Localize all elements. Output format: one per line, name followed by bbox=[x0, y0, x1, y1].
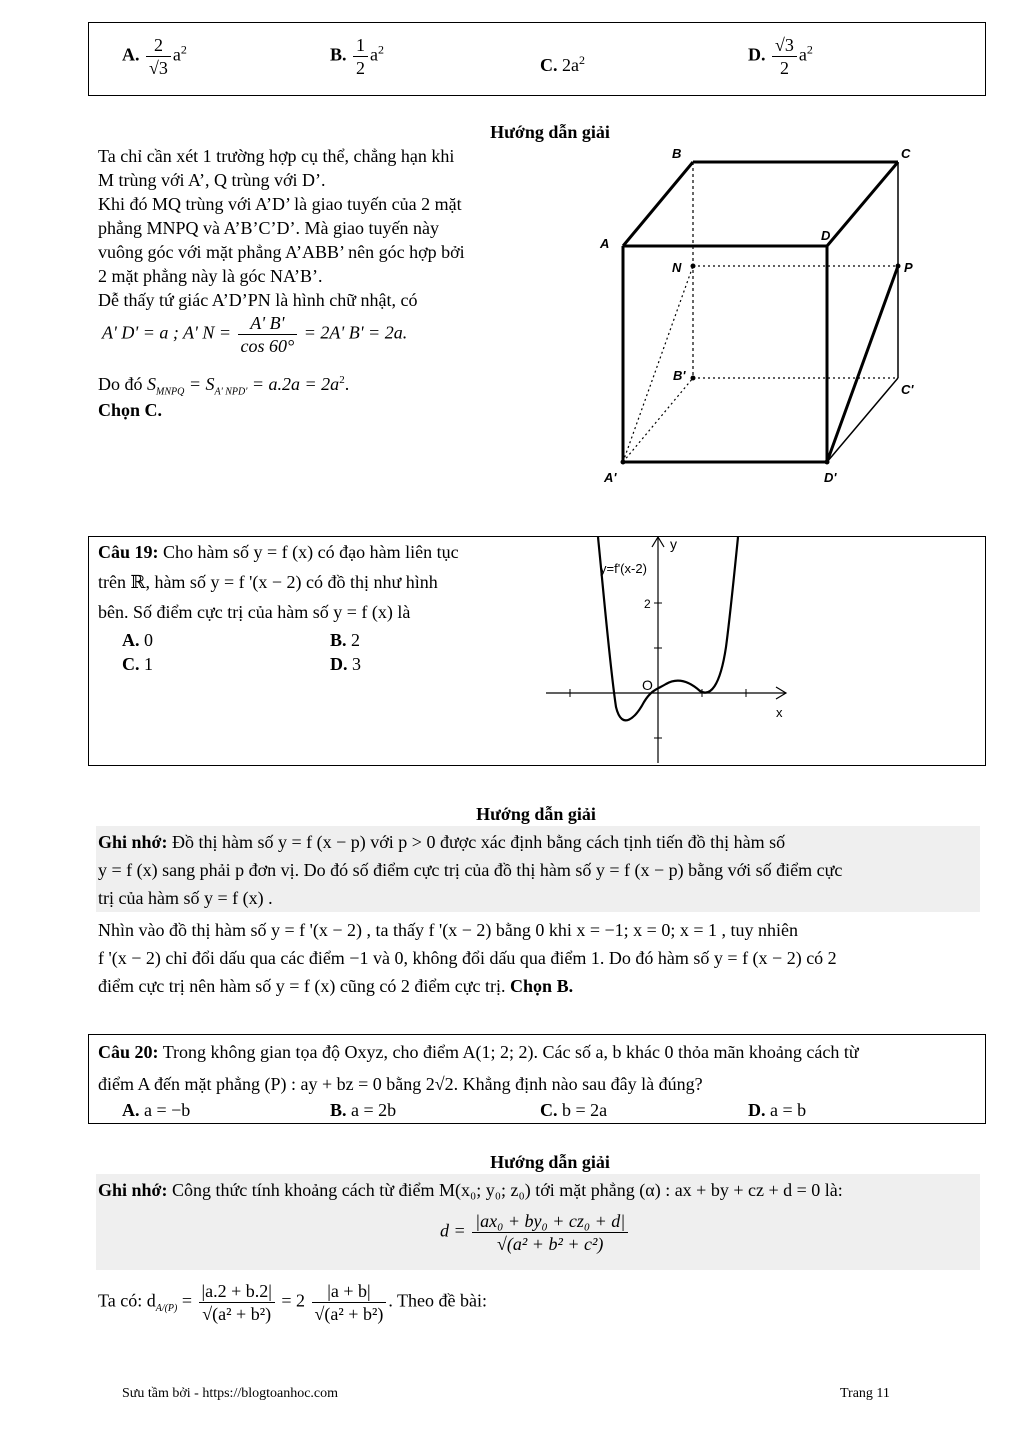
sol19-note1 bbox=[98, 830, 785, 854]
formula1-num: A' B' bbox=[238, 312, 298, 335]
sol19-body3 bbox=[98, 974, 573, 998]
sol20-formula bbox=[440, 1210, 630, 1255]
sol20-frac2 bbox=[312, 1280, 387, 1325]
sol18-line4: phẳng MNPQ và A’B’C’D’. Mà giao tuyến này bbox=[98, 218, 439, 238]
edge-a1-b1 bbox=[623, 378, 693, 462]
cube-label-c: C bbox=[901, 146, 911, 161]
option-a-label: A. bbox=[122, 44, 140, 65]
cube-label-b: B bbox=[672, 146, 682, 161]
q19-b-label: B. bbox=[330, 630, 347, 650]
cube-label-b1: B' bbox=[673, 368, 686, 383]
q19-d-val: 3 bbox=[347, 654, 361, 674]
sol18-line2: M trùng với A’, Q trùng với D’. bbox=[98, 170, 326, 190]
sol19-note2: y = f (x) sang phải p đơn vị. Do đó số điểm cực trị của đồ thị hàm số y = f (x − p) bằng với số điểm cực bbox=[98, 860, 843, 880]
q19-label: Câu 19: bbox=[98, 542, 159, 562]
q18-option-b bbox=[330, 34, 384, 79]
sol19-body3-text: điểm cực trị nên hàm số y = f (x) cũng có 2 điểm cực trị. bbox=[98, 976, 511, 996]
option-c-text: 2a bbox=[562, 55, 579, 75]
q20-option-a bbox=[122, 1098, 190, 1122]
sol18-formula1 bbox=[102, 312, 407, 357]
sol20-frac1-den: √(a² + b²) bbox=[202, 1304, 272, 1324]
option-c-exp: 2 bbox=[579, 53, 585, 67]
q20-line2: điểm A đến mặt phẳng (P) : ay + bz = 0 bằng 2√2. Khẳng định nào sau đây là đúng? bbox=[98, 1074, 703, 1094]
option-a-num: 2 bbox=[146, 34, 171, 57]
option-b-den: 2 bbox=[356, 58, 366, 78]
formula2-pre: Do đó bbox=[98, 374, 143, 394]
formula2-end: = a.2a = 2a bbox=[247, 374, 340, 394]
sol18-choose: Chọn C. bbox=[98, 400, 163, 420]
q20-d-label: D. bbox=[748, 1100, 766, 1120]
q19-line3: bên. Số điểm cực trị của hàm số y = f (x) là bbox=[98, 602, 411, 622]
option-d-tail: a bbox=[798, 44, 807, 65]
q20-option-d bbox=[748, 1098, 806, 1122]
cube-label-d1: D' bbox=[824, 470, 837, 485]
sol20-body-pre: Ta có: d bbox=[98, 1290, 156, 1311]
cube-figure bbox=[590, 140, 930, 490]
sol20-frac1 bbox=[199, 1280, 275, 1325]
point-b1 bbox=[691, 376, 696, 381]
option-d-num: √3 bbox=[772, 34, 797, 57]
cube-label-n: N bbox=[672, 260, 682, 275]
formula2-dot: . bbox=[344, 374, 350, 394]
footer-page-number: Trang 11 bbox=[840, 1386, 890, 1401]
cube-label-a1: A' bbox=[604, 470, 617, 485]
point-a1 bbox=[621, 460, 626, 465]
sol20-formula-left: d = bbox=[440, 1220, 466, 1241]
formula1-den: cos 60° bbox=[240, 336, 295, 356]
graph-19 bbox=[540, 537, 800, 765]
q20-a-val: a = −b bbox=[139, 1100, 191, 1120]
edge-c1-d1 bbox=[827, 378, 898, 462]
formula2-sub2: A' NPD' bbox=[214, 386, 248, 398]
point-n bbox=[691, 264, 696, 269]
option-a-den: √3 bbox=[149, 58, 168, 78]
formula1-fraction bbox=[238, 312, 298, 357]
option-b-exp: 2 bbox=[378, 42, 385, 57]
sol20-frac2-num: |a + b| bbox=[312, 1280, 387, 1303]
q19-a-val: 0 bbox=[139, 630, 153, 650]
sol20-formula-fraction bbox=[472, 1210, 628, 1255]
q20-b-label: B. bbox=[330, 1100, 347, 1120]
point-d1 bbox=[825, 460, 830, 465]
q19-text1: Cho hàm số y = f (x) có đạo hàm liên tục bbox=[158, 542, 459, 562]
sol20-body-eq: = bbox=[177, 1290, 193, 1311]
sol20-note1 bbox=[98, 1178, 843, 1202]
option-d-fraction bbox=[772, 34, 797, 79]
q19-line1 bbox=[98, 540, 459, 564]
q19-line2: trên ℝ, hàm số y = f '(x − 2) có đồ thị như hình bbox=[98, 572, 438, 592]
q20-label: Câu 20: bbox=[98, 1042, 159, 1062]
sol19-note1-text: Đồ thị hàm số y = f (x − p) với p > 0 được xác định bằng cách tịnh tiến đồ thị hàm số bbox=[167, 832, 786, 852]
q19-option-c bbox=[122, 652, 153, 676]
origin-label: O bbox=[642, 677, 653, 693]
sol20-body bbox=[98, 1280, 487, 1325]
q19-c-label: C. bbox=[122, 654, 140, 674]
q20-c-val: b = 2a bbox=[557, 1100, 608, 1120]
q18-option-c bbox=[540, 48, 585, 77]
q20-line1 bbox=[98, 1040, 859, 1064]
cube-label-a: A bbox=[600, 236, 610, 251]
formula2-s: S bbox=[147, 374, 156, 394]
point-p bbox=[896, 264, 901, 269]
q20-b-val: a = 2b bbox=[346, 1100, 397, 1120]
sol18-line5: vuông góc với mặt phẳng A’ABB’ nên góc hợp bởi bbox=[98, 242, 465, 262]
edge-p-d1 bbox=[827, 266, 898, 462]
q19-a-label: A. bbox=[122, 630, 140, 650]
sol20-formula-num: |ax₀ + by₀ + cz₀ + d| bbox=[472, 1210, 628, 1233]
sol20-formula-den: √(a² + b² + c²) bbox=[497, 1234, 604, 1254]
footer-source: Sưu tầm bởi - https://blogtoanhoc.com bbox=[122, 1386, 339, 1401]
q20-option-c bbox=[540, 1098, 607, 1122]
sol18-line3: Khi đó MQ trùng với A’D’ là giao tuyến của 2 mặt bbox=[98, 194, 462, 214]
option-d-den: 2 bbox=[779, 58, 789, 78]
option-a-exp: 2 bbox=[180, 42, 187, 57]
sol20-mid: = 2 bbox=[281, 1290, 306, 1311]
q20-text1: Trong không gian tọa độ Oxyz, cho điểm A(1; 2; 2). Các số a, b khác 0 thỏa mãn khoảng cách từ bbox=[158, 1042, 859, 1062]
sol20-tail: . Theo đề bài: bbox=[388, 1290, 487, 1311]
q20-option-b bbox=[330, 1098, 396, 1122]
cube-label-c1: C' bbox=[901, 382, 914, 397]
formula1-right: = 2A' B' = 2a. bbox=[303, 322, 408, 343]
edge-ba bbox=[623, 162, 693, 246]
formula2-exp: 2 bbox=[339, 374, 345, 386]
sol19-body1: Nhìn vào đồ thị hàm số y = f '(x − 2) , ta thấy f '(x − 2) bằng 0 khi x = −1; x = 0; x = 1 , tuy nhiên bbox=[98, 920, 798, 940]
edge-a1-n bbox=[623, 266, 693, 462]
option-b-tail: a bbox=[370, 44, 379, 65]
option-b-num: 1 bbox=[353, 34, 368, 57]
formula2-mid: = S bbox=[184, 374, 215, 394]
q18-options-box bbox=[88, 22, 986, 96]
option-d-exp: 2 bbox=[806, 42, 813, 57]
sol20-heading: Hướng dẫn giải bbox=[490, 1152, 610, 1172]
sol19-note-label: Ghi nhớ: bbox=[98, 832, 168, 852]
option-a-fraction bbox=[146, 34, 171, 79]
cube-label-p: P bbox=[904, 260, 913, 275]
sol19-note3: trị của hàm số y = f (x) . bbox=[98, 888, 273, 908]
cube-label-d: D bbox=[821, 228, 831, 243]
sol18-line6: 2 mặt phẳng này là góc NA’B’. bbox=[98, 266, 323, 286]
option-c-label: C. bbox=[540, 55, 558, 75]
option-b-label: B. bbox=[330, 44, 347, 65]
q19-d-label: D. bbox=[330, 654, 348, 674]
tick-2-label: 2 bbox=[644, 597, 651, 611]
formula1-left: A' D' = a ; A' N = bbox=[102, 322, 232, 343]
sol20-note-label: Ghi nhớ: bbox=[98, 1180, 168, 1200]
sol19-body2: f '(x − 2) chỉ đổi dấu qua các điểm −1 và 0, không đổi dấu qua điểm 1. Do đó hàm số y = f (x − 2) có 2 bbox=[98, 948, 837, 968]
curve-label: y=f'(x-2) bbox=[600, 561, 647, 576]
y-axis-label: y bbox=[670, 537, 677, 552]
q19-option-a bbox=[122, 628, 153, 652]
option-b-fraction bbox=[353, 34, 368, 79]
sol20-frac1-num: |a.2 + b.2| bbox=[199, 1280, 275, 1303]
q20-a-label: A. bbox=[122, 1100, 140, 1120]
sol19-heading: Hướng dẫn giải bbox=[476, 804, 596, 824]
q20-d-val: a = b bbox=[765, 1100, 807, 1120]
q19-c-val: 1 bbox=[139, 654, 153, 674]
sol18-line1: Ta chỉ cần xét 1 trường hợp cụ thể, chẳng hạn khi bbox=[98, 146, 455, 166]
sol19-choose: Chọn B. bbox=[510, 976, 574, 996]
x-axis-label: x bbox=[776, 705, 783, 720]
q20-c-label: C. bbox=[540, 1100, 558, 1120]
sol18-line7: Dễ thấy tứ giác A’D’PN là hình chữ nhật, có bbox=[98, 290, 418, 310]
option-a-tail: a bbox=[172, 44, 181, 65]
q18-option-a bbox=[122, 34, 187, 79]
sol20-body-sub: A/(P) bbox=[155, 1303, 178, 1315]
sol20-note1-text: Công thức tính khoảng cách từ điểm M(x₀; y₀; z₀) tới mặt phẳng (α) : ax + by + cz + d = 0 là: bbox=[167, 1180, 843, 1200]
sol18-heading: Hướng dẫn giải bbox=[490, 122, 610, 142]
option-d-label: D. bbox=[748, 44, 766, 65]
q19-option-b bbox=[330, 628, 360, 652]
sol20-frac2-den: √(a² + b²) bbox=[314, 1304, 384, 1324]
q18-option-d bbox=[748, 34, 813, 79]
q19-option-d bbox=[330, 652, 361, 676]
edge-cd bbox=[827, 162, 898, 246]
formula2-sub1: MNPQ bbox=[156, 386, 185, 398]
q19-b-val: 2 bbox=[346, 630, 361, 650]
